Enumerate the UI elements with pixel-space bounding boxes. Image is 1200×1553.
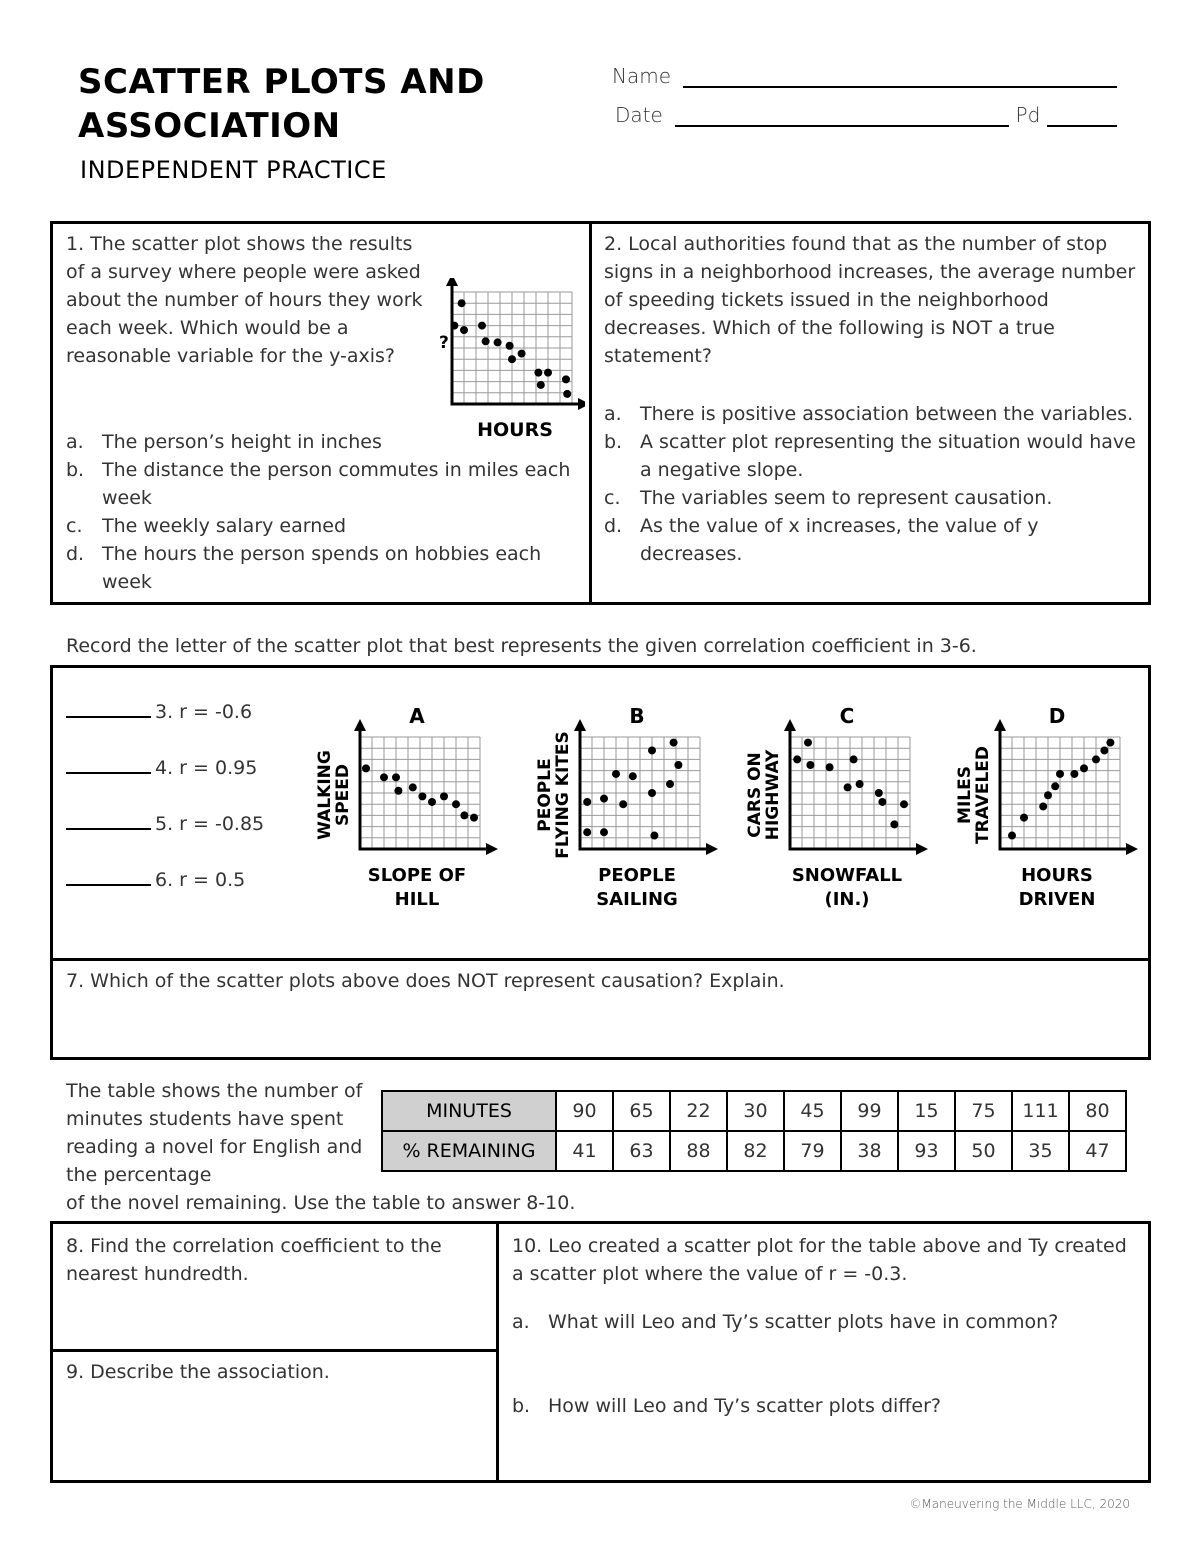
q2-prompt: 2. Local authorities found that as the number of stop signs in a neighborhood increases, the average number of speeding tickets issued in the neighborhood decreases. Which of the following is NOT a true statement? [604,233,1136,367]
plot-y-label: SPEED [333,763,353,827]
matching-label: 3. r = -0.6 [155,701,253,723]
name-row [612,64,1117,88]
data-point [544,369,552,377]
data-point [458,299,466,307]
data-point [418,792,426,800]
plot-y-label: MILES [955,766,975,824]
plot-x-label: HILL [394,889,440,910]
y-axis-arrow [446,278,458,286]
option-text: The hours the person spends on hobbies each week [102,543,542,593]
data-point [826,763,834,771]
answer-blank[interactable] [66,828,151,830]
data-point [900,800,908,808]
answer-blank[interactable] [66,716,151,718]
x-axis-arrow [486,843,498,855]
table-cell: 30 [727,1091,784,1131]
table-cell: 50 [955,1131,1012,1171]
q1-prompt: 1. The scatter plot shows the results of a survey where people were asked about the number of hours they work each week. Which would be a reasonable variable for the y-axis? [66,233,423,367]
plot-x-label: SAILING [596,889,678,910]
option-key: d. [66,543,85,565]
table-cell: 38 [841,1131,898,1171]
option-key: c. [66,515,83,537]
plot-x-label: SNOWFALL [791,865,903,886]
plot-y-label: PEOPLE [535,758,555,832]
option-text: The person’s height in inches [102,431,382,453]
plot-y-label: WALKING [315,750,335,840]
data-point [563,390,571,398]
plot-letter: B [629,704,645,728]
table-header-remaining: % REMAINING [382,1131,556,1171]
x-axis-arrow [578,398,585,410]
table-cell: 88 [670,1131,727,1171]
q1-option-b [66,456,576,512]
data-point [506,342,514,350]
data-point [1044,791,1052,799]
x-axis-arrow [706,843,718,855]
data-point [1080,764,1088,772]
data-point [362,764,370,772]
q2-option-d [604,512,1139,568]
q10-option-a [512,1308,1137,1336]
data-point [534,369,542,377]
reading-data-table [381,1090,1127,1172]
option-key: a. [604,403,622,425]
y-axis-arrow [994,719,1006,731]
data-point [844,783,852,791]
date-label: Date [615,103,663,127]
data-point [460,326,468,334]
q8-prompt: 8. Find the correlation coefficient to the nearest hundredth. [66,1235,442,1285]
axes [580,723,714,849]
table-cell: 45 [784,1091,841,1131]
period-label: Pd [1015,103,1041,127]
option-text: As the value of x increases, the value of y decreases. [640,515,1039,565]
page-subtitle: INDEPENDENT PRACTICE [80,156,387,184]
plot-y-label: HIGHWAY [763,749,783,841]
table-cell: 65 [613,1091,670,1131]
plot-letter: A [409,704,425,728]
data-point [1008,832,1016,840]
x-axis-arrow [1126,843,1138,855]
scatter-plot-d [955,704,1138,910]
data-point [428,798,436,806]
data-point [562,375,570,383]
name-label: Name [612,64,672,88]
data-point [666,780,674,788]
data-point [452,800,460,808]
divider-q9 [50,1349,498,1352]
data-point [804,739,812,747]
page-title [78,60,485,148]
table-cell: 35 [1012,1131,1069,1171]
option-key: b. [66,459,85,481]
q1-y-label: ? [439,333,449,353]
data-point [629,772,637,780]
y-axis-arrow [354,719,366,731]
axes [452,278,585,404]
table-intro-part1: The table shows the number of minutes students have spent reading a novel for English and the percentage [66,1080,363,1186]
table-cell: 82 [727,1131,784,1171]
q1-x-label: HOURS [477,419,553,441]
data-point [583,828,591,836]
divider-q7 [50,958,1151,961]
table-cell: 15 [898,1091,955,1131]
table-cell: 99 [841,1091,898,1131]
option-key: a. [512,1311,530,1333]
matching-item [66,754,264,810]
x-axis-arrow [916,843,928,855]
period-field[interactable] [1047,103,1117,127]
q2-option-b [604,428,1139,484]
q1-option-d [66,540,576,596]
data-point [1100,746,1108,754]
plot-letter: D [1048,704,1066,728]
table-cell: 63 [613,1131,670,1171]
table-intro-part2: of the novel remaining. Use the table to answer 8-10. [66,1192,576,1214]
data-point [450,322,458,330]
data-point [440,792,448,800]
data-point [1092,755,1100,763]
option-key: d. [604,515,623,537]
data-point [409,783,417,791]
data-point [518,350,526,358]
table-cell: 41 [556,1131,613,1171]
plot-x-label: HOURS [1021,865,1093,886]
name-field[interactable] [683,64,1117,88]
option-text: How will Leo and Ty’s scatter plots differ? [548,1395,941,1417]
data-point [850,755,858,763]
table-cell: 111 [1012,1091,1069,1131]
option-text: The variables seem to represent causation. [640,487,1053,509]
data-point [380,773,388,781]
data-point [1106,739,1114,747]
data-point [648,789,656,797]
title-line-1: SCATTER PLOTS AND [78,62,485,102]
q7-prompt: 7. Which of the scatter plots above does NOT represent causation? Explain. [66,970,785,992]
data-point [600,828,608,836]
divider-q10 [496,1221,499,1483]
table-header-minutes: MINUTES [382,1091,556,1131]
table-cell: 79 [784,1131,841,1171]
copyright-footer: ©Maneuvering the Middle LLC, 2020 [909,1497,1130,1511]
matching-label: 5. r = -0.85 [155,813,265,835]
q1-scatter-plot [425,278,585,443]
data-point [650,832,658,840]
plot-x-label: SLOPE OF [367,865,467,886]
table-cell: 47 [1069,1131,1126,1171]
option-text: The weekly salary earned [102,515,347,537]
data-point [537,381,545,389]
table-cell: 93 [898,1131,955,1171]
q2-options [604,400,1139,568]
data-point [670,739,678,747]
table-cell: 75 [955,1091,1012,1131]
data-point [392,773,400,781]
data-point [394,787,402,795]
data-point [1039,802,1047,810]
data-point [508,355,516,363]
q2-option-c [604,484,1139,512]
plot-y-label: TRAVELED [973,745,993,845]
option-text: What will Leo and Ty’s scatter plots have in common? [548,1311,1059,1333]
option-key: a. [66,431,84,453]
axes [360,723,494,849]
data-point [648,746,656,754]
data-point [478,322,486,330]
q9-prompt: 9. Describe the association. [66,1361,330,1383]
table-cell: 80 [1069,1091,1126,1131]
plot-letter: C [839,704,855,728]
q2-option-a [604,400,1139,428]
data-point [619,800,627,808]
data-point [1020,814,1028,822]
data-point [674,761,682,769]
plot-y-label: CARS ON [745,752,765,838]
data-point [460,811,468,819]
matching-item [66,810,264,866]
scatter-plot-b [535,704,718,910]
option-key: c. [604,487,621,509]
answer-blank[interactable] [66,772,151,774]
data-point [494,338,502,346]
scatter-plot-c [745,704,928,910]
data-point [470,814,478,822]
q1-options [66,428,576,596]
data-point [806,761,814,769]
table-row [382,1131,1126,1171]
divider [589,221,592,605]
y-axis-arrow [784,719,796,731]
plot-y-label: FLYING KITES [553,731,573,859]
scatter-plots-abcd [295,695,1145,925]
date-row [615,103,1117,127]
table-cell: 90 [556,1091,613,1131]
table-cell: 22 [670,1091,727,1131]
option-key: b. [512,1395,531,1417]
q1-option-a [66,428,576,456]
scatter-plot-a [315,704,498,910]
plot-x-label: (IN.) [824,889,870,910]
q1-option-c [66,512,576,540]
data-point [878,798,886,806]
matching-item [66,698,264,754]
matching-list [66,698,264,922]
plot-x-label: PEOPLE [598,865,676,886]
q10-option-b [512,1392,1137,1420]
option-text: A scatter plot representing the situation would have a negative slope. [640,431,1136,481]
plot-x-label: DRIVEN [1018,889,1096,910]
date-field[interactable] [675,103,1009,127]
matching-label: 4. r = 0.95 [155,757,258,779]
data-point [612,770,620,778]
data-point [1051,782,1059,790]
table-row [382,1091,1126,1131]
option-text: The distance the person commutes in miles each week [102,459,571,509]
matching-label: 6. r = 0.5 [155,869,246,891]
data-point [890,820,898,828]
data-point [1056,770,1064,778]
data-point [1070,770,1078,778]
option-text: There is positive association between the variables. [640,403,1134,425]
matching-item [66,866,264,922]
data-point [482,337,490,345]
data-point [875,789,883,797]
y-axis-arrow [574,719,586,731]
data-point [600,795,608,803]
instruction-3-6: Record the letter of the scatter plot that best represents the given correlation coefficient in 3-6. [66,635,977,657]
data-point [856,780,864,788]
answer-blank[interactable] [66,884,151,886]
option-key: b. [604,431,623,453]
q10-prompt: 10. Leo created a scatter plot for the table above and Ty created a scatter plot where the value of r = -0.3. [512,1235,1127,1285]
title-line-2: ASSOCIATION [78,106,341,146]
data-point [793,755,801,763]
data-point [583,798,591,806]
